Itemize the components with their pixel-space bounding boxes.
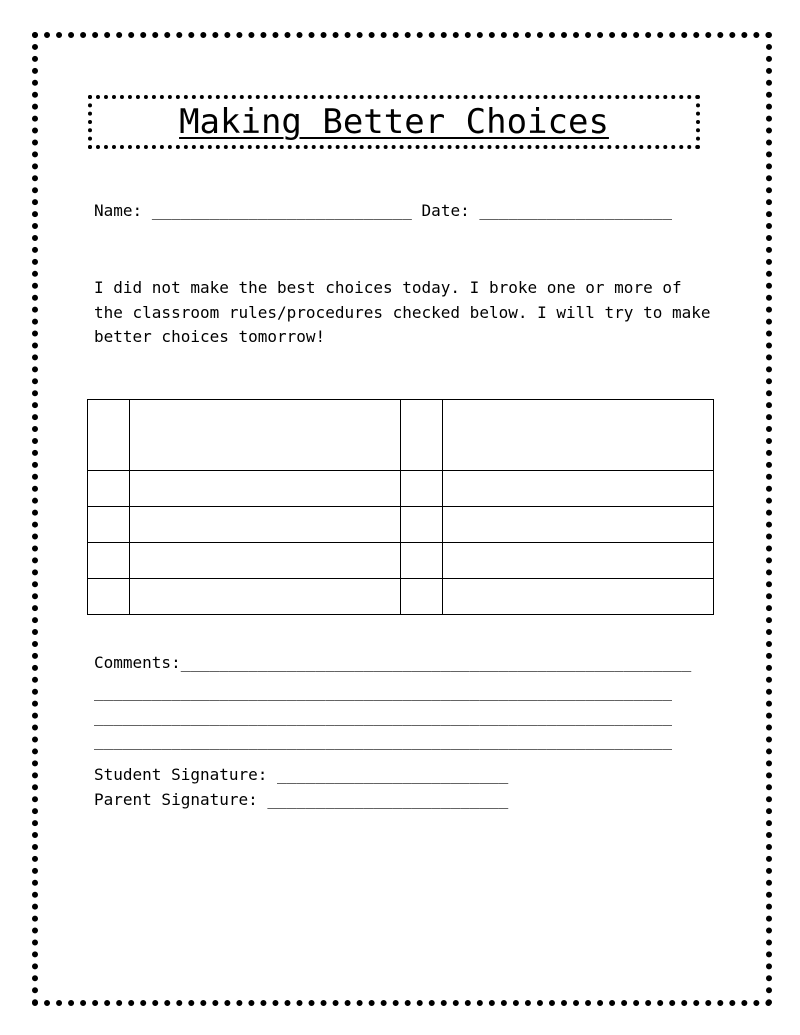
name-label: Name: xyxy=(94,201,143,220)
rules-table xyxy=(87,399,714,615)
checkbox-cell[interactable] xyxy=(401,507,443,543)
checkbox-cell[interactable] xyxy=(88,507,130,543)
table-row xyxy=(88,400,714,471)
rule-cell xyxy=(443,400,714,471)
checkbox-cell[interactable] xyxy=(401,543,443,579)
comments-line-3[interactable]: ____________________________________________________________ xyxy=(94,707,672,726)
checkbox-cell[interactable] xyxy=(88,400,130,471)
checkbox-cell[interactable] xyxy=(401,471,443,507)
page-title: Making Better Choices xyxy=(179,102,609,142)
date-field[interactable]: ____________________ xyxy=(479,201,673,220)
parent-signature-line xyxy=(94,791,508,809)
checkbox-cell[interactable] xyxy=(401,579,443,615)
table-row xyxy=(88,507,714,543)
rule-cell xyxy=(443,471,714,507)
table-row xyxy=(88,543,714,579)
checkbox-cell[interactable] xyxy=(88,471,130,507)
checkbox-cell[interactable] xyxy=(401,400,443,471)
student-signature-field[interactable]: ________________________ xyxy=(277,765,509,784)
table-row xyxy=(88,471,714,507)
rule-cell xyxy=(130,579,401,615)
statement-paragraph: I did not make the best choices today. I broke one or more of the classroom rules/procedures checked below. I will try to make better choices tomorrow! xyxy=(94,278,711,346)
date-label: Date: xyxy=(421,201,470,220)
rule-cell xyxy=(130,543,401,579)
student-signature-line xyxy=(94,766,508,784)
comments-line-1 xyxy=(94,654,691,672)
title-box xyxy=(88,95,700,149)
rule-cell xyxy=(443,579,714,615)
comments-line-2[interactable]: ____________________________________________________________ xyxy=(94,682,672,701)
checkbox-cell[interactable] xyxy=(88,579,130,615)
name-date-line xyxy=(94,202,672,220)
parent-signature-field[interactable]: _________________________ xyxy=(267,790,509,809)
rule-cell xyxy=(130,471,401,507)
comments-field[interactable]: _____________________________________________________ xyxy=(180,653,692,672)
comments-label: Comments: xyxy=(94,653,181,672)
table-row xyxy=(88,579,714,615)
rule-cell xyxy=(130,507,401,543)
parent-signature-label: Parent Signature: xyxy=(94,790,258,809)
rule-cell xyxy=(130,400,401,471)
rule-cell xyxy=(443,507,714,543)
comments-line-4[interactable]: ____________________________________________________________ xyxy=(94,731,672,750)
rule-cell xyxy=(443,543,714,579)
name-field[interactable]: ___________________________ xyxy=(151,201,412,220)
student-signature-label: Student Signature: xyxy=(94,765,268,784)
checkbox-cell[interactable] xyxy=(88,543,130,579)
